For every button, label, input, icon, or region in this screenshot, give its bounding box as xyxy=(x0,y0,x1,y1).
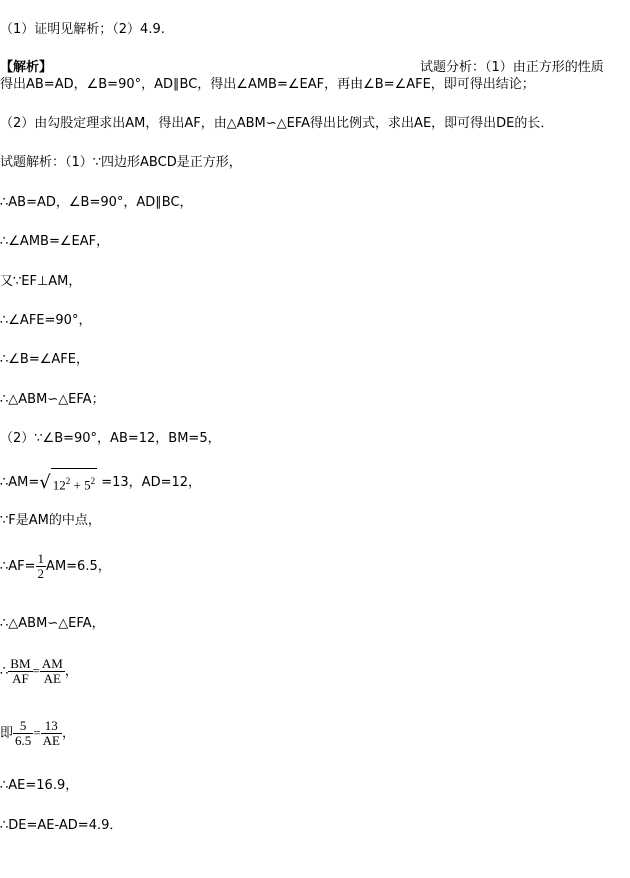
step-11-prefix: ∴AF= xyxy=(0,559,36,574)
solution-step-10: ∵F是AM的中点， xyxy=(0,513,101,528)
solution-step-11 xyxy=(0,552,111,582)
solution-step-8: （2）∵∠B=90°，AB=12，BM=5， xyxy=(0,431,221,446)
fraction-denominator: AE xyxy=(40,671,65,686)
solution-step-16: ∴DE=AE-AD=4.9． xyxy=(0,818,123,833)
fraction-denominator: 6.5 xyxy=(15,733,32,748)
solution-step-12: ∴△ABM∽△EFA， xyxy=(0,616,105,631)
fraction-bm-af xyxy=(8,657,32,686)
fraction-am-ae xyxy=(40,657,65,686)
exponent-a: 2 xyxy=(65,476,71,486)
solution-step-13 xyxy=(0,654,78,689)
solution-step-2: ∴AB=AD，∠B=90°，AD∥BC， xyxy=(0,195,193,210)
fraction-numerator: AM xyxy=(41,656,63,671)
radicand-a: 12 xyxy=(52,477,66,493)
analysis-heading: 【解析】 xyxy=(0,60,53,75)
fraction-13-ae xyxy=(41,719,62,748)
solution-step-4: 又∵EF⊥AM， xyxy=(0,274,82,289)
step-13-suffix: ， xyxy=(64,664,78,679)
radicand-plus: + xyxy=(70,477,85,493)
sqrt-radicand xyxy=(51,468,97,497)
analysis-line-2: （2）由勾股定理求出AM，得出AF，由△ABM∽△EFA得出比例式，求出AE，即可得出DE的长． xyxy=(0,116,554,131)
sqrt-sign: √ xyxy=(39,471,51,493)
solution-step-6: ∴∠B=∠AFE， xyxy=(0,352,89,367)
fraction-denominator: AE xyxy=(42,733,60,748)
solution-step-1: 试题解析：（1）∵四边形ABCD是正方形， xyxy=(0,155,242,170)
answer-line: （1）证明见解析；（2）4.9. xyxy=(0,22,165,37)
solution-step-5: ∴∠AFE=90°， xyxy=(0,313,92,328)
radicand-b: 5 xyxy=(84,477,91,493)
solution-step-14 xyxy=(0,716,75,751)
step-14-suffix: ， xyxy=(61,726,75,741)
fraction-numerator: BM xyxy=(10,656,31,671)
fraction-numerator: 1 xyxy=(37,551,45,566)
fraction-5-6-5 xyxy=(13,719,33,748)
step-13-prefix: ∴ xyxy=(0,664,9,679)
analysis-intro: 试题分析：（1）由正方形的性质 xyxy=(420,60,604,75)
fraction-numerator: 13 xyxy=(44,718,58,733)
fraction-denominator: 2 xyxy=(37,566,45,581)
step-11-suffix: AM=6.5， xyxy=(46,559,111,574)
equals-sign: = xyxy=(33,725,41,740)
sqrt-expression xyxy=(39,468,97,497)
step-14-prefix: 即 xyxy=(0,726,14,741)
exponent-b: 2 xyxy=(90,476,96,486)
step-9-suffix: =13，AD=12， xyxy=(101,475,202,491)
analysis-line-1: 得出AB=AD，∠B=90°，AD∥BC，得出∠AMB=∠EAF，再由∠B=∠AFE，即可得出结论； xyxy=(0,77,535,92)
fraction-denominator: AF xyxy=(8,671,32,686)
solution-step-9 xyxy=(0,468,201,497)
solution-step-7: ∴△ABM∽△EFA； xyxy=(0,392,105,407)
equals-sign: = xyxy=(32,663,40,678)
step-9-prefix: ∴AM= xyxy=(0,475,40,491)
fraction-one-half xyxy=(36,552,47,581)
solution-step-3: ∴∠AMB=∠EAF， xyxy=(0,234,110,249)
solution-step-15: ∴AE=16.9， xyxy=(0,778,79,793)
fraction-numerator: 5 xyxy=(19,718,27,733)
